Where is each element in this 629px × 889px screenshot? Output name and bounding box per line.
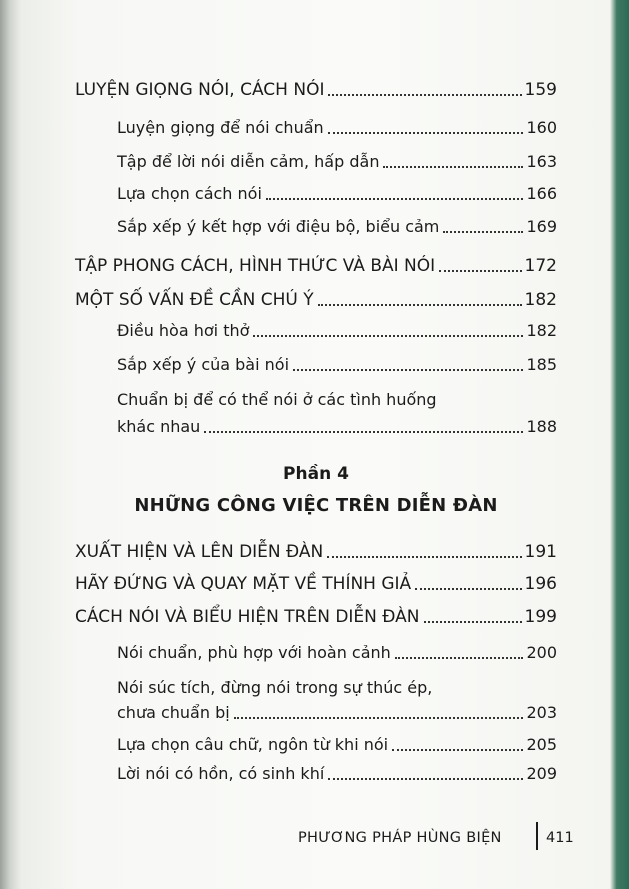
toc-entry-page: 196 bbox=[524, 574, 557, 594]
toc-subentry bbox=[117, 151, 557, 173]
toc-entry-title: Luyện giọng để nói chuẩn bbox=[117, 118, 324, 137]
toc-entry-page: 172 bbox=[524, 256, 557, 276]
toc-subentry bbox=[117, 320, 557, 342]
toc-subentry bbox=[117, 734, 557, 756]
book-cover-edge bbox=[610, 0, 629, 889]
toc-entry-page: 205 bbox=[526, 735, 557, 754]
dot-leader bbox=[443, 231, 523, 233]
toc-entry-page: 209 bbox=[526, 764, 557, 783]
toc-entry-page: 182 bbox=[526, 321, 557, 340]
dot-leader bbox=[328, 132, 524, 134]
dot-leader bbox=[392, 749, 523, 751]
toc-entry bbox=[75, 541, 557, 563]
toc-entry-title: Sắp xếp ý kết hợp với điệu bộ, biểu cảm bbox=[117, 217, 440, 236]
dot-leader bbox=[328, 94, 521, 96]
dot-leader bbox=[266, 198, 524, 200]
toc-entry bbox=[75, 606, 557, 628]
toc-subentry bbox=[117, 216, 557, 238]
toc-entry-title-line1: Nói súc tích, đừng nói trong sự thúc ép, bbox=[117, 678, 433, 697]
toc-entry-title: MỘT SỐ VẤN ĐỀ CẦN CHÚ Ý bbox=[75, 290, 314, 310]
toc-entry-title-line1: Chuẩn bị để có thể nói ở các tình huống bbox=[117, 390, 437, 409]
toc-entry-page: 182 bbox=[524, 290, 557, 310]
part-title: NHỮNG CÔNG VIỆC TRÊN DIỄN ĐÀN bbox=[134, 495, 498, 516]
dot-leader bbox=[395, 657, 524, 659]
toc-entry-page: 160 bbox=[526, 118, 557, 137]
dot-leader bbox=[424, 621, 522, 623]
dot-leader bbox=[327, 556, 521, 558]
toc-entry-title: Lựa chọn cách nói bbox=[117, 184, 262, 203]
toc-entry-page: 185 bbox=[526, 355, 557, 374]
toc-entry-page: 169 bbox=[526, 217, 557, 236]
toc-entry-page: 166 bbox=[526, 184, 557, 203]
dot-leader bbox=[415, 588, 521, 590]
dot-leader bbox=[253, 335, 523, 337]
toc-entry-title: Lựa chọn câu chữ, ngôn từ khi nói bbox=[117, 735, 389, 754]
book-spine-shadow bbox=[0, 0, 22, 889]
toc-entry-title: XUẤT HIỆN VÀ LÊN DIỄN ĐÀN bbox=[75, 542, 324, 562]
dot-leader bbox=[328, 778, 523, 780]
toc-entry-title-line2: khác nhau bbox=[117, 417, 201, 436]
toc-entry-page: 200 bbox=[526, 643, 557, 662]
toc-entry-title-line2: chưa chuẩn bị bbox=[117, 703, 230, 722]
toc-entry-page: 203 bbox=[526, 703, 557, 722]
toc-entry bbox=[75, 79, 557, 101]
toc-entry-title: TẬP PHONG CÁCH, HÌNH THỨC VÀ BÀI NÓI bbox=[75, 256, 436, 276]
page-number: 411 bbox=[546, 830, 574, 846]
running-footer-title: PHƯƠNG PHÁP HÙNG BIỆN bbox=[298, 830, 502, 846]
toc-subentry bbox=[117, 416, 557, 438]
toc-entry-title: Điều hòa hơi thở bbox=[117, 321, 250, 340]
toc-entry bbox=[75, 573, 557, 595]
toc-entry-title: LUYỆN GIỌNG NÓI, CÁCH NÓI bbox=[75, 80, 325, 100]
dot-leader bbox=[383, 166, 523, 168]
dot-leader bbox=[293, 369, 523, 371]
toc-subentry bbox=[117, 702, 557, 724]
toc-entry-page: 163 bbox=[526, 152, 557, 171]
dot-leader bbox=[234, 717, 524, 719]
toc-entry-page: 159 bbox=[524, 80, 557, 100]
toc-entry-page: 188 bbox=[526, 417, 557, 436]
toc-entry bbox=[75, 255, 557, 277]
toc-subentry bbox=[117, 642, 557, 664]
toc-entry bbox=[75, 289, 557, 311]
book-page bbox=[22, 0, 610, 889]
toc-entry-title: Tập để lời nói diễn cảm, hấp dẫn bbox=[117, 152, 380, 171]
toc-entry-page: 199 bbox=[524, 607, 557, 627]
toc-subentry bbox=[117, 117, 557, 139]
toc-entry-title: Sắp xếp ý của bài nói bbox=[117, 355, 290, 374]
toc-entry-title: Nói chuẩn, phù hợp với hoàn cảnh bbox=[117, 643, 391, 662]
part-label: Phần 4 bbox=[283, 464, 349, 484]
dot-leader bbox=[318, 304, 522, 306]
toc-entry-title: Lời nói có hồn, có sinh khí bbox=[117, 764, 325, 783]
toc-subentry bbox=[117, 354, 557, 376]
dot-leader bbox=[439, 270, 521, 272]
toc-entry-title: CÁCH NÓI VÀ BIỂU HIỆN TRÊN DIỄN ĐÀN bbox=[75, 607, 420, 627]
toc-subentry bbox=[117, 183, 557, 205]
toc-subentry bbox=[117, 763, 557, 785]
toc-entry-page: 191 bbox=[524, 542, 557, 562]
toc-entry-title: HÃY ĐỨNG VÀ QUAY MẶT VỀ THÍNH GIẢ bbox=[75, 574, 412, 594]
dot-leader bbox=[204, 431, 523, 433]
footer-separator bbox=[536, 822, 538, 850]
